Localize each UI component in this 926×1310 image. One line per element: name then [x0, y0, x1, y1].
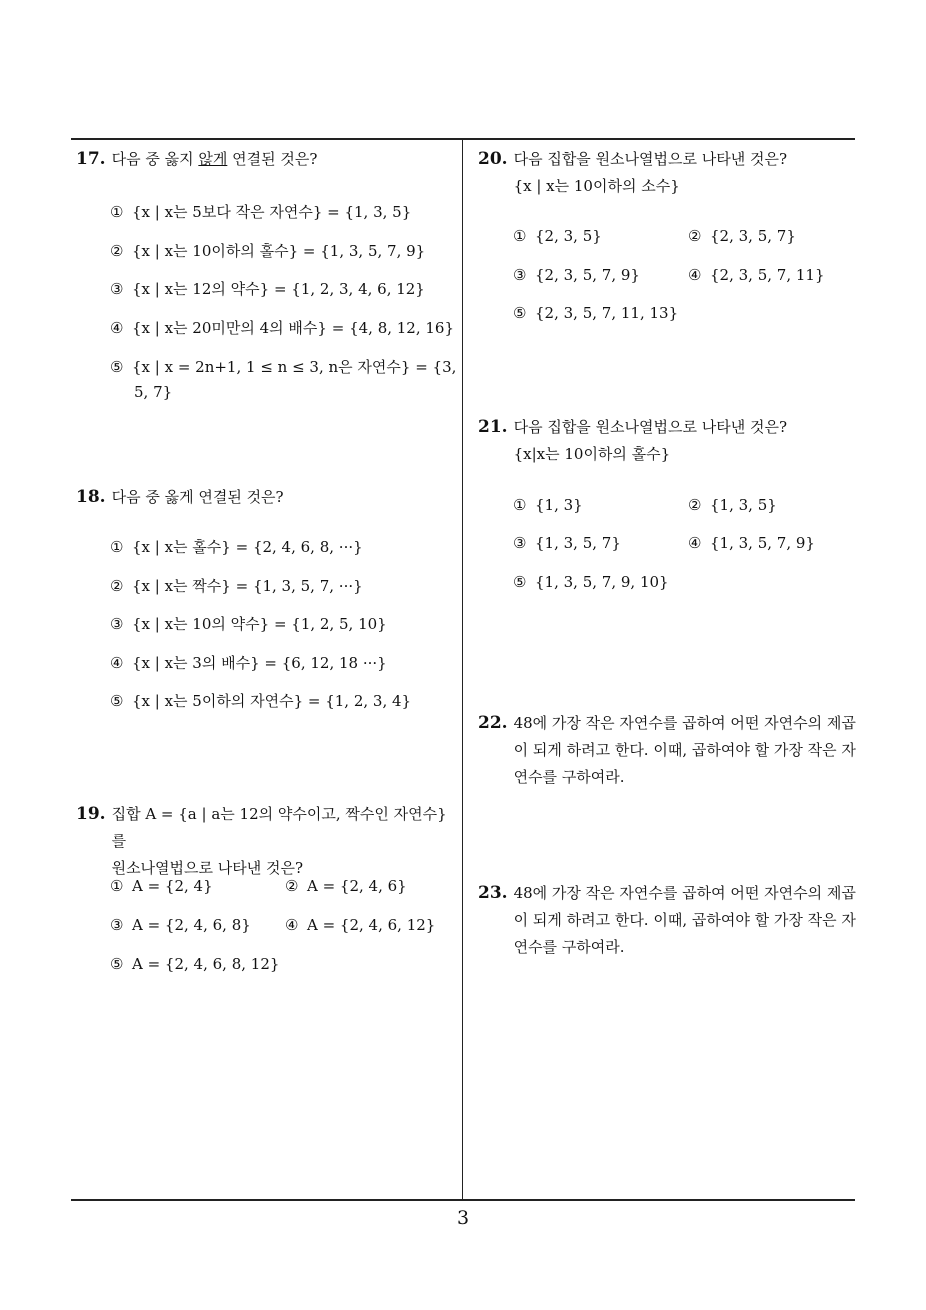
- q21-option-1[interactable]: ① {1, 3}: [513, 496, 583, 514]
- q18-option-4[interactable]: ④ {x | x는 3의 배수} = {6, 12, 18 ···}: [110, 654, 387, 672]
- question-number: 22.: [478, 713, 508, 733]
- question-number: 19.: [76, 804, 106, 824]
- q19-option-4[interactable]: ④ A = {2, 4, 6, 12}: [285, 916, 436, 934]
- question-number: 18.: [76, 487, 106, 507]
- question-number: 23.: [478, 883, 508, 903]
- q19-option-2[interactable]: ② A = {2, 4, 6}: [285, 877, 407, 895]
- q17-option-5-continued: 5, 7}: [134, 383, 173, 401]
- q20-option-2[interactable]: ② {2, 3, 5, 7}: [688, 227, 796, 245]
- q19-option-3[interactable]: ③ A = {2, 4, 6, 8}: [110, 916, 251, 934]
- question-21: [478, 414, 858, 468]
- q21-option-2[interactable]: ② {1, 3, 5}: [688, 496, 777, 514]
- question-stem: 집합 A = {a | a는 12의 약수이고, 짝수인 자연수}를 원소나열법으로 나타낸 것은?: [111, 805, 447, 877]
- q18-option-5[interactable]: ⑤ {x | x는 5이하의 자연수} = {1, 2, 3, 4}: [110, 692, 412, 710]
- q21-option-4[interactable]: ④ {1, 3, 5, 7, 9}: [688, 534, 815, 552]
- q18-option-3[interactable]: ③ {x | x는 10의 약수} = {1, 2, 5, 10}: [110, 615, 387, 633]
- q18-option-2[interactable]: ② {x | x는 짝수} = {1, 3, 5, 7, ···}: [110, 577, 363, 595]
- question-stem: 48에 가장 작은 자연수를 곱하여 어떤 자연수의 제곱 이 되게 하려고 한다. 이때, 곱하여야 할 가장 작은 자 연수를 구하여라.: [513, 714, 856, 786]
- q20-option-1[interactable]: ① {2, 3, 5}: [513, 227, 602, 245]
- question-stem: 다음 집합을 원소나열법으로 나타낸 것은? {x | x는 10이하의 소수}: [514, 146, 787, 200]
- q17-option-4[interactable]: ④ {x | x는 20미만의 4의 배수} = {4, 8, 12, 16}: [110, 319, 455, 337]
- q20-option-3[interactable]: ③ {2, 3, 5, 7, 9}: [513, 266, 640, 284]
- top-rule: [71, 138, 855, 140]
- question-22: [478, 710, 863, 791]
- q19-option-1[interactable]: ① A = {2, 4}: [110, 877, 213, 895]
- question-23: [478, 880, 863, 961]
- set-definition: {x | x는 10이하의 소수}: [513, 177, 680, 195]
- question-number: 20.: [478, 149, 508, 169]
- q17-option-3[interactable]: ③ {x | x는 12의 약수} = {1, 2, 3, 4, 6, 12}: [110, 280, 425, 298]
- question-18: [76, 484, 456, 511]
- question-stem: 다음 중 옳지 않게 연결된 것은?: [111, 150, 318, 168]
- q20-option-5[interactable]: ⑤ {2, 3, 5, 7, 11, 13}: [513, 304, 679, 322]
- question-17: [76, 146, 456, 173]
- q17-option-1[interactable]: ① {x | x는 5보다 작은 자연수} = {1, 3, 5}: [110, 203, 412, 221]
- q21-option-5[interactable]: ⑤ {1, 3, 5, 7, 9, 10}: [513, 573, 669, 591]
- q20-option-4[interactable]: ④ {2, 3, 5, 7, 11}: [688, 266, 825, 284]
- q18-option-1[interactable]: ① {x | x는 홀수} = {2, 4, 6, 8, ···}: [110, 538, 363, 556]
- set-definition: {x|x는 10이하의 홀수}: [513, 445, 671, 463]
- question-19: [76, 801, 460, 882]
- question-number: 17.: [76, 149, 106, 169]
- question-stem: 다음 집합을 원소나열법으로 나타낸 것은? {x|x는 10이하의 홀수}: [514, 414, 787, 468]
- question-stem: 48에 가장 작은 자연수를 곱하여 어떤 자연수의 제곱 이 되게 하려고 한다. 이때, 곱하여야 할 가장 작은 자 연수를 구하여라.: [513, 884, 856, 956]
- q17-option-5[interactable]: ⑤ {x | x = 2n+1, 1 ≤ n ≤ 3, n은 자연수} = {3,: [110, 358, 457, 376]
- q21-option-3[interactable]: ③ {1, 3, 5, 7}: [513, 534, 621, 552]
- question-stem: 다음 중 옳게 연결된 것은?: [111, 488, 284, 506]
- page-number: 3: [456, 1207, 470, 1229]
- column-divider: [462, 139, 463, 1200]
- question-20: [478, 146, 858, 200]
- question-number: 21.: [478, 417, 508, 437]
- bottom-rule: [71, 1199, 855, 1201]
- q17-option-2[interactable]: ② {x | x는 10이하의 홀수} = {1, 3, 5, 7, 9}: [110, 242, 426, 260]
- q19-option-5[interactable]: ⑤ A = {2, 4, 6, 8, 12}: [110, 955, 280, 973]
